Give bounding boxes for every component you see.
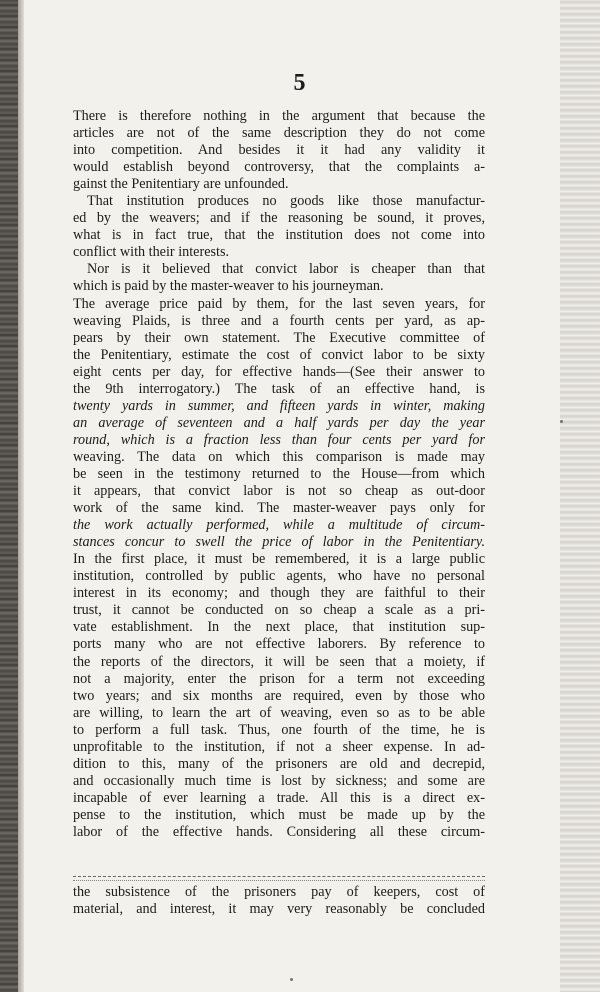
text-line: round, which is a fraction less than four cents per yard for: [73, 431, 485, 448]
text-line: ports many who are not effective laborers. By reference to: [73, 636, 485, 653]
page-number: 5: [293, 70, 307, 96]
body-text: [73, 108, 485, 841]
text-line: pears by their own statement. The Executive committee of: [73, 329, 485, 346]
text-line: not a majority, enter the prison for a term not exceeding: [73, 670, 485, 687]
text-line: it appears, that convict labor is not so cheap as out-door: [73, 483, 485, 500]
text-line: incapable of ever learning a trade. All this is a direct ex-: [73, 789, 485, 806]
text-line: ed by the weavers; and if the reasoning be sound, it proves,: [73, 210, 485, 227]
text-line: twenty yards in summer, and fifteen yards in winter, making: [73, 397, 485, 414]
paper-speck: [290, 978, 293, 981]
text-line: material, and interest, it may very reasonably be concluded: [73, 901, 485, 918]
text-line: weaving. The data on which this comparison is made may: [73, 448, 485, 465]
text-line: stances concur to swell the price of labor in the Penitentiary.: [73, 534, 485, 551]
text-line: what is in fact true, that the institution does not come into: [73, 227, 485, 244]
text-line: which is paid by the master-weaver to his journeyman.: [73, 278, 384, 295]
text-line: two years; and six months are required, even by those who: [73, 687, 485, 704]
text-line: The average price paid by them, for the last seven years, for: [73, 295, 485, 312]
text-line: trust, it cannot be conducted on so cheap a scale as a pri-: [73, 602, 485, 619]
text-line: be seen in the testimony returned to the House—from which: [73, 465, 485, 482]
text-line: pense to the institution, which must be made up by the: [73, 806, 485, 823]
text-line: vate establishment. In the next place, that institution sup-: [73, 619, 485, 636]
text-line: an average of seventeen and a half yards per day the year: [73, 414, 485, 431]
binding-edge: [18, 0, 24, 992]
text-line: institution, controlled by public agents, who have no personal: [73, 568, 485, 585]
paragraph-2: [73, 193, 485, 261]
torn-page-edge: [73, 876, 485, 881]
text-line: would establish beyond controversy, that the complaints a-: [73, 159, 485, 176]
page-edge-right: [560, 0, 600, 992]
text-line: interest in its economy; and though they are faithful to their: [73, 585, 485, 602]
text-line: unprofitable to the institution, if not a sheer expense. In ad-: [73, 738, 485, 755]
text-line: articles are not of the same description they do not come: [73, 125, 485, 142]
text-line: weaving Plaids, is three and a fourth cents per yard, as ap-: [73, 312, 485, 329]
text-line: gainst the Penitentiary are unfounded.: [73, 176, 289, 193]
paragraph-3: [73, 261, 485, 841]
text-line: conflict with their interests.: [73, 244, 230, 261]
text-line: dition to this, many of the prisoners are old and decrepid,: [73, 755, 485, 772]
text-line: work of the same kind. The master-weaver pays only for: [73, 500, 485, 517]
text-line: That institution produces no goods like those manufactur-: [87, 193, 485, 210]
text-line: into competition. And besides it it had any validity it: [73, 142, 485, 159]
text-line: are willing, to learn the art of weaving, even so as to be able: [73, 704, 485, 721]
text-line: Nor is it believed that convict labor is cheaper than that: [87, 261, 485, 278]
text-line: the reports of the directors, it will be seen that a moiety, if: [73, 653, 485, 670]
text-line: labor of the effective hands. Considering all these circum-: [73, 823, 485, 840]
paper-speck: [560, 420, 563, 423]
paragraph-1: [73, 108, 485, 193]
text-line: and occasionally much time is lost by sickness; and some are: [73, 772, 485, 789]
text-line: In the first place, it must be remembered, it is a large public: [73, 551, 485, 568]
text-line: the work actually performed, while a multitude of circum-: [73, 517, 485, 534]
book-binding-shadow: [0, 0, 18, 992]
text-line: to perform a full task. Thus, one fourth of the time, he is: [73, 721, 485, 738]
text-line: the subsistence of the prisoners pay of keepers, cost of: [73, 884, 485, 900]
text-line: There is therefore nothing in the argument that because the: [73, 108, 485, 124]
text-line: the 9th interrogatory.) The task of an effective hand, is: [73, 380, 485, 397]
text-line: eight cents per day, for effective hands—(See their answer to: [73, 363, 485, 380]
continuation-text: [73, 884, 485, 918]
text-line: the Penitentiary, estimate the cost of convict labor to be sixty: [73, 346, 485, 363]
